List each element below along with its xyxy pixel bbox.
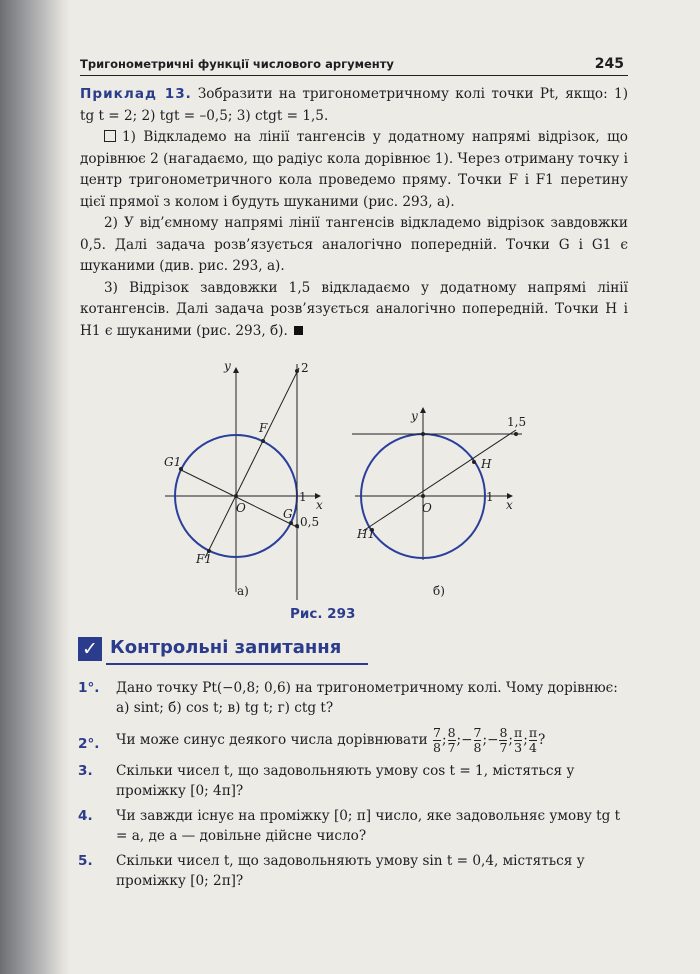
sublabel-a: а) <box>237 584 249 598</box>
example-step-2: 2) У від’ємному напрямі лінії тангенсів відкладемо відрізок завдовжки 0,5. Далі задача розв’язується аналогічно попередній. Точки G і G1 є шуканими (див. рис. 293, а). <box>80 215 628 274</box>
fraction: $\frac{7}{8}$ <box>433 725 441 755</box>
label-G: G <box>283 507 293 521</box>
label-O-a: O <box>236 501 246 515</box>
section-heading <box>78 636 368 666</box>
sublabel-b: б) <box>433 584 445 598</box>
fraction-list: $\frac{7}{8}$ ; $\frac{8}{7}$ ;− $\frac{7}{8}$ ;− $\frac{8}{7}$ ; $\frac{\pi}{3}$ ; $\frac{\pi}{4}$ <box>433 725 538 755</box>
checkmark-icon: ✓ <box>78 637 102 661</box>
point-H <box>472 460 476 464</box>
example-task-text: Зобразити на тригонометричному колі точки Pt, якщо: 1) tg t = 2; 2) tgt = –0,5; 3) ctgt = 1,5. <box>80 86 629 124</box>
example-step-3: 3) Відрізок завдовжки 1,5 відкладаємо у додатному напрямі лінії котангенсів. Далі задача розв’язується аналогічно попередній. Точки H і H1 є шуканими (рис. 293, б). <box>80 279 628 339</box>
label-x-a: x <box>316 498 323 512</box>
label-H: H <box>481 457 492 471</box>
label-O-b: O <box>422 501 432 515</box>
example-task <box>80 84 628 127</box>
fraction: $\frac{7}{8}$ <box>473 725 482 755</box>
label-y-b: y <box>411 409 418 423</box>
running-header <box>80 53 628 76</box>
example-label: Приклад 13. <box>80 86 192 102</box>
question-number: 2°. <box>78 736 100 752</box>
label-F: F <box>259 421 268 435</box>
label-y-a: y <box>224 360 231 373</box>
label-one-a: 1 <box>299 490 307 504</box>
control-questions <box>78 678 628 896</box>
question-text: Чи може синус деякого числа дорівнювати <box>116 732 428 748</box>
fraction: $\frac{8}{7}$ <box>447 725 456 755</box>
question-number: 3. <box>78 763 93 779</box>
question-item <box>78 678 628 718</box>
header-title: Тригонометричні функції числового аргументу <box>80 57 394 71</box>
label-one-b: 1 <box>486 490 494 504</box>
solution-end-icon <box>294 326 303 335</box>
page-number: 245 <box>594 56 624 72</box>
example-step-1: 1) Відкладемо на лінії тангенсів у додатному напрямі відрізок, що дорівнює 2 (нагадаємо, що радіус кола дорівнює 1). Через отриману точку і центр тригонометричного кола проведемо пряму. Точки F і F1 перетину цієї прямої з колом і будуть шуканими (рис. 293, а). <box>80 129 628 210</box>
figure-293b <box>352 408 526 598</box>
label-x-b: x <box>506 498 513 512</box>
section-underline <box>106 663 368 665</box>
figure-293 <box>150 360 560 610</box>
question-number: 5. <box>78 853 93 869</box>
line-tg-neg <box>179 469 299 528</box>
example-body <box>80 84 628 342</box>
question-number: 4. <box>78 808 93 824</box>
question-item <box>78 851 628 891</box>
question-number: 1°. <box>78 680 100 696</box>
point-F <box>261 439 265 443</box>
section-title: Контрольні запитання <box>110 637 342 658</box>
question-text: Скільки чисел t, що задовольняють умову sin t = 0,4, містяться у проміжку [0; 2π]? <box>116 853 585 889</box>
label-F1: F1 <box>196 552 212 566</box>
figure-caption: Рис. 293 <box>290 606 356 622</box>
solution-start-icon <box>104 130 116 142</box>
label-G1: G1 <box>164 455 182 469</box>
fraction: $\frac{\pi}{4}$ <box>528 725 538 755</box>
figure-293a <box>164 360 323 600</box>
fraction: $\frac{8}{7}$ <box>499 725 508 755</box>
line-tg2 <box>205 368 299 558</box>
label-H1: H1 <box>357 527 376 541</box>
question-text: Скільки чисел t, що задовольняють умову cos t = 1, містяться у проміжку [0; 4π]? <box>116 763 575 799</box>
label-cot-15: 1,5 <box>507 415 527 429</box>
question-text: Чи завжди існує на проміжку [0; π] число, яке задовольняє умову tg t = a, де a — довільне дійсне число? <box>116 808 621 844</box>
book-spine-shadow <box>0 0 70 974</box>
question-item: 2°. Чи може синус деякого числа дорівнювати $\frac{7}{8}$ ; $\frac{8}{7}$ ;− $\frac{7}{8}$ ;− $\frac{8}{7}$ ; $\frac{\pi}{3}$ ; $\frac{\pi}{4}$ ? <box>78 725 546 755</box>
question-text: Дано точку Pt(−0,8; 0,6) на тригонометричному колі. Чому дорівнює: а) sint; б) cos t; в) tg t; г) ctg t? <box>116 680 618 716</box>
question-item <box>78 761 628 801</box>
point-G <box>289 521 293 525</box>
fraction: $\frac{\pi}{3}$ <box>514 725 523 755</box>
label-tan-05: 0,5 <box>300 515 320 529</box>
label-tan-2: 2 <box>301 361 309 375</box>
question-item <box>78 806 628 846</box>
